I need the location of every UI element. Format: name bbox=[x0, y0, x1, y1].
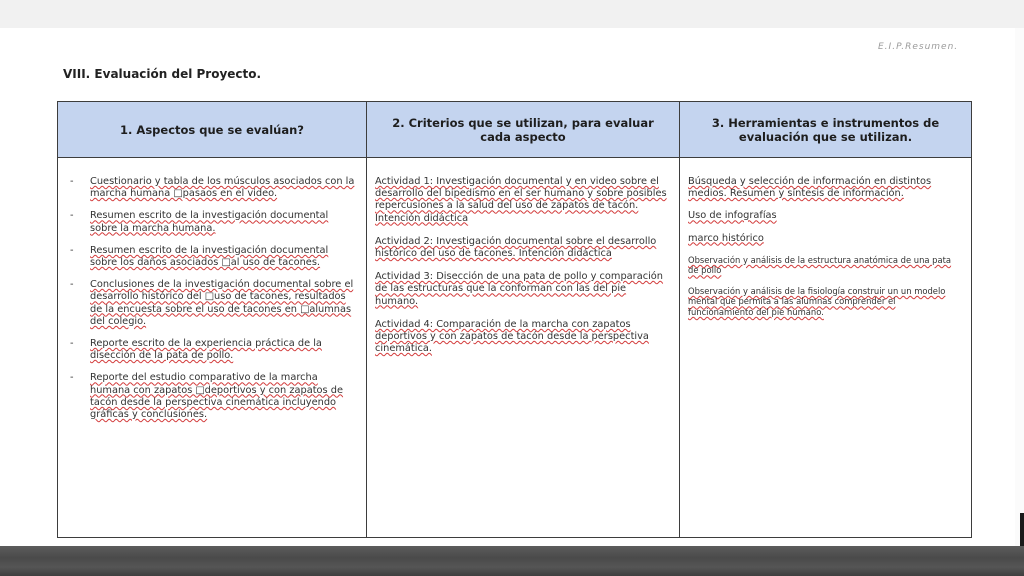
bottom-footer-bar bbox=[0, 546, 1024, 576]
page-edge-marker bbox=[1020, 513, 1024, 546]
tool-item: Observación y análisis de la estructura anatómica de una pata de pollo bbox=[688, 254, 952, 276]
section-title: VIII. Evaluación del Proyecto. bbox=[63, 67, 262, 81]
table-header-row bbox=[58, 102, 971, 158]
top-bar bbox=[0, 0, 1024, 28]
column-header-tools: 3. Herramientas e instrumentos de evaluación que se utilizan. bbox=[711, 115, 940, 144]
bullet-icon: - bbox=[70, 244, 74, 256]
bullet-icon: - bbox=[70, 279, 74, 291]
list-item: - Resumen escrito de la investigación documental sobre los daños asociados □al uso de tacones. bbox=[70, 244, 329, 269]
tool-item: Observación y análisis de la fisiología construir un un modelo mental que permita a las alumnas comprender el funcionamiento del pie humano. bbox=[688, 285, 946, 317]
list-item: - Resumen escrito de la investigación documental sobre la marcha humana. bbox=[70, 210, 329, 234]
tool-item: Búsqueda y selección de información en distintos medios. Resumen y síntesis de información. bbox=[688, 176, 932, 200]
activity-item: Actividad 4: Comparación de la marcha con zapatos deportivos y con zapatos de tacón desde la perspectiva cinemática. bbox=[375, 318, 649, 355]
list-item: - Reporte del estudio comparativo de la marcha humana con zapatos □deportivos y con zapatos de tacón desde la perspectiva cinemática incluyendo gráficas y conclusiones. bbox=[70, 372, 344, 421]
tool-item: marco histórico bbox=[688, 232, 764, 244]
activity-item: Actividad 3: Disección de una pata de pollo y comparación de las estructuras que la conforman con las del pie humano. bbox=[375, 271, 664, 307]
list-item: - Cuestionario y tabla de los músculos asociados con la marcha humana □pasaos en el video. bbox=[70, 176, 355, 200]
evaluation-table bbox=[57, 101, 972, 538]
tool-item: Uso de infografías bbox=[688, 210, 777, 222]
page-right-edge bbox=[1015, 28, 1024, 546]
activity-item: Actividad 2: Investigación documental sobre el desarrollo histórico del uso de tacones. Intención didáctica bbox=[375, 235, 657, 260]
list-item: - Conclusiones de la investigación documental sobre el desarrollo histórico del □uso de tacones, resultados de la encuesta sobre el uso de tacones en □alumnas del colegio. bbox=[70, 279, 354, 327]
aspects-cell bbox=[58, 158, 367, 537]
tools-cell bbox=[680, 158, 971, 537]
bullet-icon: - bbox=[70, 372, 74, 384]
bullet-icon: - bbox=[70, 176, 74, 187]
table-body-row bbox=[58, 158, 971, 537]
bullet-icon: - bbox=[70, 338, 74, 350]
document-corner-label: E.I.P.Resumen. bbox=[878, 42, 959, 52]
bullet-icon: - bbox=[70, 210, 74, 222]
column-header-aspects: 1. Aspectos que se evalúan? bbox=[58, 102, 367, 157]
column-header-criteria: 2. Criterios que se utilizan, para evaluar cada aspecto bbox=[367, 102, 680, 157]
activity-item: Actividad 1: Investigación documental y en video sobre el desarrollo del bipedismo en el ser humano y sobre posibles repercusiones a la salud del uso de zapatos de tacón. Intención didáctica bbox=[375, 176, 667, 224]
list-item: - Reporte escrito de la experiencia práctica de la disección de la pata de pollo. bbox=[70, 338, 322, 362]
criteria-cell bbox=[367, 158, 680, 537]
